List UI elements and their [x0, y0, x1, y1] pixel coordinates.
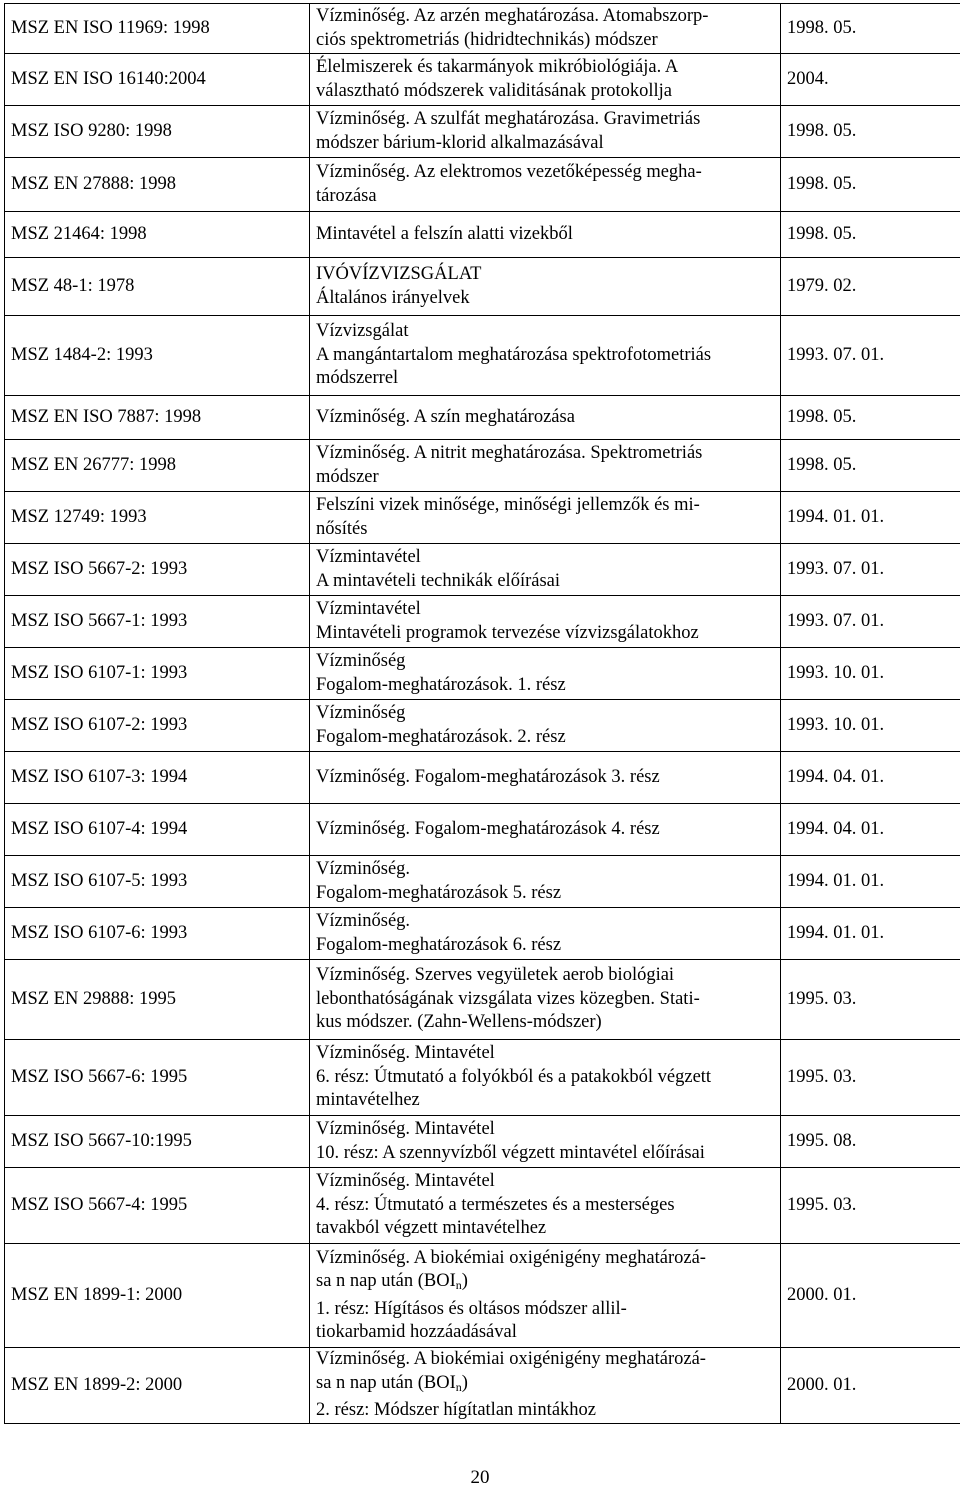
standard-title: Vízminőség. A nitrit meghatározása. Spektrometriás módszer — [310, 440, 781, 492]
standard-date: 1995. 08. — [781, 1116, 960, 1168]
table-row — [5, 4, 960, 54]
standard-date: 1995. 03. — [781, 1168, 960, 1244]
standard-code: MSZ EN ISO 16140:2004 — [5, 54, 310, 106]
standard-date: 1993. 07. 01. — [781, 316, 960, 396]
standard-code: MSZ EN ISO 7887: 1998 — [5, 396, 310, 440]
standard-title: Vízminőség. Fogalom-meghatározások 5. rész — [310, 856, 781, 908]
table-row — [5, 1244, 960, 1348]
standard-title: Vízminőség. Mintavétel 4. rész: Útmutató a természetes és a mesterséges tavakból végzett mintavételhez — [310, 1168, 781, 1244]
standard-date: 1995. 03. — [781, 1040, 960, 1116]
title-text-start: Vízminőség. A biokémiai oxigénigény meghatározá- sa n nap után (BOI — [316, 1349, 706, 1393]
title-text-start: Vízminőség. A biokémiai oxigénigény meghatározá- sa n nap után (BOI — [316, 1247, 706, 1291]
standard-title: IVÓVÍZVIZSGÁLAT Általános irányelvek — [310, 258, 781, 316]
standard-code: MSZ ISO 5667-4: 1995 — [5, 1168, 310, 1244]
standard-code: MSZ 1484-2: 1993 — [5, 316, 310, 396]
standard-title: Vízminőség. Az elektromos vezetőképesség megha- tározása — [310, 158, 781, 212]
page-number: 20 — [470, 1467, 490, 1488]
standard-date: 1998. 05. — [781, 106, 960, 158]
standard-date: 1994. 01. 01. — [781, 856, 960, 908]
table-row — [5, 1168, 960, 1244]
standard-date: 1998. 05. — [781, 440, 960, 492]
standard-title: Vízminőség. Szerves vegyületek aerob biológiai lebonthatóságának vizsgálata vizes közegben. Stati- kus módszer. (Zahn-Wellens-módszer) — [310, 960, 781, 1040]
standard-date: 1998. 05. — [781, 4, 960, 54]
standard-code: MSZ EN 1899-2: 2000 — [5, 1348, 310, 1424]
standard-date: 2000. 01. — [781, 1244, 960, 1348]
table-row — [5, 396, 960, 440]
standard-date: 1979. 02. — [781, 258, 960, 316]
standard-date: 1998. 05. — [781, 396, 960, 440]
standard-title: Vízminőség. A szín meghatározása — [310, 396, 781, 440]
standard-code: MSZ ISO 9280: 1998 — [5, 106, 310, 158]
standard-date: 1993. 10. 01. — [781, 700, 960, 752]
standard-code: MSZ ISO 6107-6: 1993 — [5, 908, 310, 960]
standard-code: MSZ ISO 5667-10:1995 — [5, 1116, 310, 1168]
table-row — [5, 804, 960, 856]
table-row — [5, 54, 960, 106]
standard-title: Mintavétel a felszín alatti vizekből — [310, 212, 781, 258]
standard-code: MSZ ISO 6107-1: 1993 — [5, 648, 310, 700]
table-row — [5, 544, 960, 596]
table-row — [5, 908, 960, 960]
standard-date: 1994. 01. 01. — [781, 908, 960, 960]
standard-code: MSZ ISO 6107-2: 1993 — [5, 700, 310, 752]
standard-title: Élelmiszerek és takarmányok mikróbiológiája. A választható módszerek validitásának protokollja — [310, 54, 781, 106]
table-row — [5, 1040, 960, 1116]
standard-date: 2000. 01. — [781, 1348, 960, 1424]
standard-code: MSZ 12749: 1993 — [5, 492, 310, 544]
subscript-n: n — [455, 1379, 462, 1394]
standard-code: MSZ ISO 5667-1: 1993 — [5, 596, 310, 648]
table-row — [5, 316, 960, 396]
standard-title: Vízminőség Fogalom-meghatározások. 2. rész — [310, 700, 781, 752]
standard-date: 2004. — [781, 54, 960, 106]
standard-title: Vízminőség. A szulfát meghatározása. Gravimetriás módszer bárium-klorid alkalmazásával — [310, 106, 781, 158]
standard-code: MSZ 48-1: 1978 — [5, 258, 310, 316]
standard-title: Vízminőség. Mintavétel 10. rész: A szennyvízből végzett mintavétel előírásai — [310, 1116, 781, 1168]
standards-table — [4, 3, 960, 1424]
table-row — [5, 596, 960, 648]
standard-title: Vízminőség Fogalom-meghatározások. 1. rész — [310, 648, 781, 700]
table-row — [5, 960, 960, 1040]
table-row — [5, 700, 960, 752]
standard-title: Vízminőség. Fogalom-meghatározások 6. rész — [310, 908, 781, 960]
standard-date: 1998. 05. — [781, 212, 960, 258]
table-row — [5, 212, 960, 258]
standard-date: 1995. 03. — [781, 960, 960, 1040]
standard-date: 1993. 07. 01. — [781, 544, 960, 596]
table-row — [5, 856, 960, 908]
standard-code: MSZ EN 1899-1: 2000 — [5, 1244, 310, 1348]
standard-date: 1993. 10. 01. — [781, 648, 960, 700]
standard-title: Vízmintavétel Mintavételi programok tervezése vízvizsgálatokhoz — [310, 596, 781, 648]
standard-code: MSZ ISO 5667-2: 1993 — [5, 544, 310, 596]
table-row — [5, 648, 960, 700]
subscript-n: n — [455, 1278, 462, 1292]
standard-date: 1993. 07. 01. — [781, 596, 960, 648]
standard-date: 1994. 04. 01. — [781, 804, 960, 856]
standard-code: MSZ EN ISO 11969: 1998 — [5, 4, 310, 54]
standard-title: Vízmintavétel A mintavételi technikák előírásai — [310, 544, 781, 596]
standard-code: MSZ ISO 6107-4: 1994 — [5, 804, 310, 856]
standard-title — [310, 1244, 781, 1348]
title-text-end: ) 1. rész: Hígításos és oltásos módszer allil- tiokarbamid hozzáadásával — [316, 1271, 627, 1342]
table-row — [5, 258, 960, 316]
table-row — [5, 492, 960, 544]
standard-title: Vízminőség. Fogalom-meghatározások 4. rész — [310, 804, 781, 856]
standard-code: MSZ ISO 6107-5: 1993 — [5, 856, 310, 908]
standard-code: MSZ 21464: 1998 — [5, 212, 310, 258]
standard-title: Vízminőség. Mintavétel 6. rész: Útmutató a folyókból és a patakokból végzett mintavételhez — [310, 1040, 781, 1116]
table-row — [5, 1348, 960, 1424]
standard-code: MSZ EN 29888: 1995 — [5, 960, 310, 1040]
standard-date: 1998. 05. — [781, 158, 960, 212]
standard-date: 1994. 04. 01. — [781, 752, 960, 804]
standard-date: 1994. 01. 01. — [781, 492, 960, 544]
title-text-end: ) 2. rész: Módszer hígítatlan mintákhoz — [316, 1372, 596, 1421]
table-row — [5, 106, 960, 158]
standard-title: Felszíni vizek minősége, minőségi jellemzők és mi- nősítés — [310, 492, 781, 544]
standard-code: MSZ ISO 5667-6: 1995 — [5, 1040, 310, 1116]
table-row — [5, 1116, 960, 1168]
table-row — [5, 158, 960, 212]
table-row — [5, 440, 960, 492]
standard-code: MSZ EN 27888: 1998 — [5, 158, 310, 212]
standard-title: Vízminőség. Az arzén meghatározása. Atomabszorp- ciós spektrometriás (hidridtechnikás) módszer — [310, 4, 781, 54]
standard-code: MSZ ISO 6107-3: 1994 — [5, 752, 310, 804]
table-row — [5, 752, 960, 804]
standard-title — [310, 1348, 781, 1424]
standard-title: Vízvizsgálat A mangántartalom meghatározása spektrofotometriás módszerrel — [310, 316, 781, 396]
standard-code: MSZ EN 26777: 1998 — [5, 440, 310, 492]
standard-title: Vízminőség. Fogalom-meghatározások 3. rész — [310, 752, 781, 804]
